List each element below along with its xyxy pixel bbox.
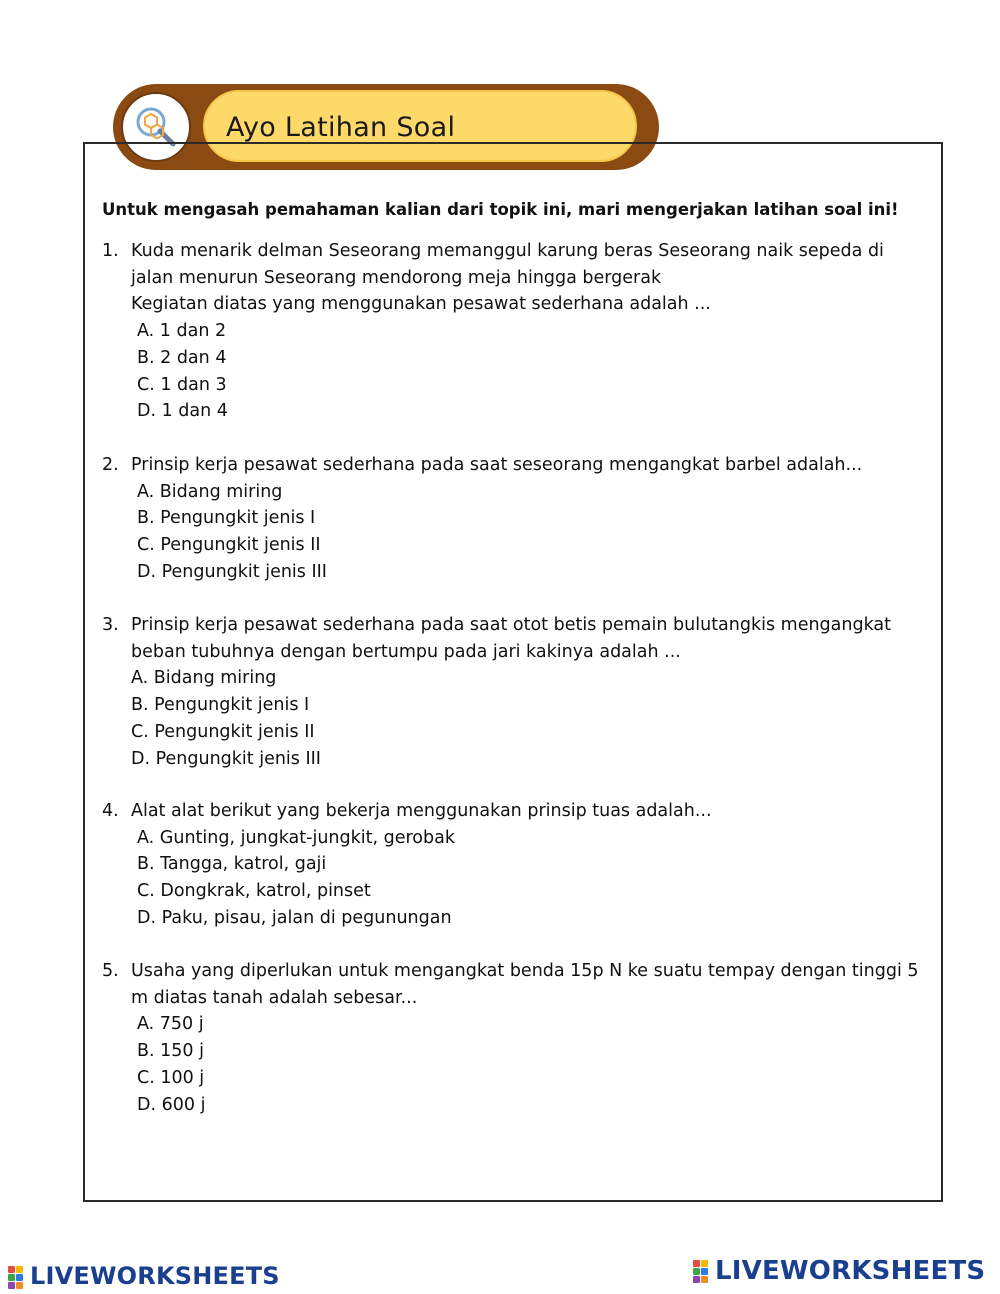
footer-logo-left [8,1262,280,1290]
answer-option[interactable]: A. Bidang miring [137,481,283,502]
instructions: Untuk mengasah pemahaman kalian dari topik ini, mari mengerjakan latihan soal ini! [102,200,899,219]
answer-option[interactable]: D. 1 dan 4 [137,401,228,422]
question-text: Prinsip kerja pesawat sederhana pada saat seseorang mengangkat barbel adalah... [131,455,863,475]
logo-blocks-icon [693,1260,715,1284]
logo-text: LIVEWORKSHEETS [715,1256,986,1286]
question-text: jalan menurun Seseorang mendorong meja hingga bergerak [131,267,662,288]
question-number: 5. [102,961,119,981]
answer-option[interactable]: A. 750 j [137,1014,204,1035]
question-text: beban tubuhnya dengan bertumpu pada jari kakinya adalah ... [131,641,681,662]
answer-option[interactable]: D. Pengungkit jenis III [131,748,321,769]
footer-logo-right [693,1256,985,1286]
answer-option[interactable]: C. Pengungkit jenis II [137,535,321,556]
answer-option[interactable]: B. Pengungkit jenis I [137,508,316,529]
answer-option[interactable]: B. Tangga, katrol, gaji [137,854,327,875]
answer-option[interactable]: A. Bidang miring [131,668,277,689]
question-number: 1. [102,241,119,261]
answer-option[interactable]: B. 2 dan 4 [137,347,227,368]
answer-option[interactable]: D. 600 j [137,1094,206,1115]
logo-text: LIVEWORKSHEETS [30,1262,280,1290]
logo-blocks-icon [8,1266,30,1288]
answer-option[interactable]: D. Pengungkit jenis III [137,561,327,582]
answer-option[interactable]: B. 150 j [137,1041,204,1062]
answer-option[interactable]: C. Dongkrak, katrol, pinset [137,881,371,902]
answer-option[interactable]: C. 1 dan 3 [137,374,227,395]
question-text: Prinsip kerja pesawat sederhana pada saat otot betis pemain bulutangkis mengangkat [131,615,892,635]
page-title: Ayo Latihan Soal [226,112,456,143]
answer-option[interactable]: A. Gunting, jungkat-jungkit, gerobak [137,827,455,848]
question-text: m diatas tanah adalah sebesar... [131,987,418,1008]
question-text: Usaha yang diperlukan untuk mengangkat benda 15p N ke suatu tempay dengan tinggi 5 [131,961,919,981]
answer-option[interactable]: A. 1 dan 2 [137,321,227,342]
question-number: 2. [102,455,119,475]
question-text: Kuda menarik delman Seseorang memanggul karung beras Seseorang naik sepeda di [131,241,884,261]
question-number: 3. [102,615,119,635]
answer-option[interactable]: D. Paku, pisau, jalan di pegunungan [137,907,452,928]
answer-option[interactable]: B. Pengungkit jenis I [131,695,310,716]
question-text: Kegiatan diatas yang menggunakan pesawat sederhana adalah ... [131,294,711,315]
question-text: Alat alat berikut yang bekerja menggunakan prinsip tuas adalah... [131,801,712,821]
answer-option[interactable]: C. Pengungkit jenis II [131,721,315,742]
question-number: 4. [102,801,119,821]
answer-option[interactable]: C. 100 j [137,1067,205,1088]
